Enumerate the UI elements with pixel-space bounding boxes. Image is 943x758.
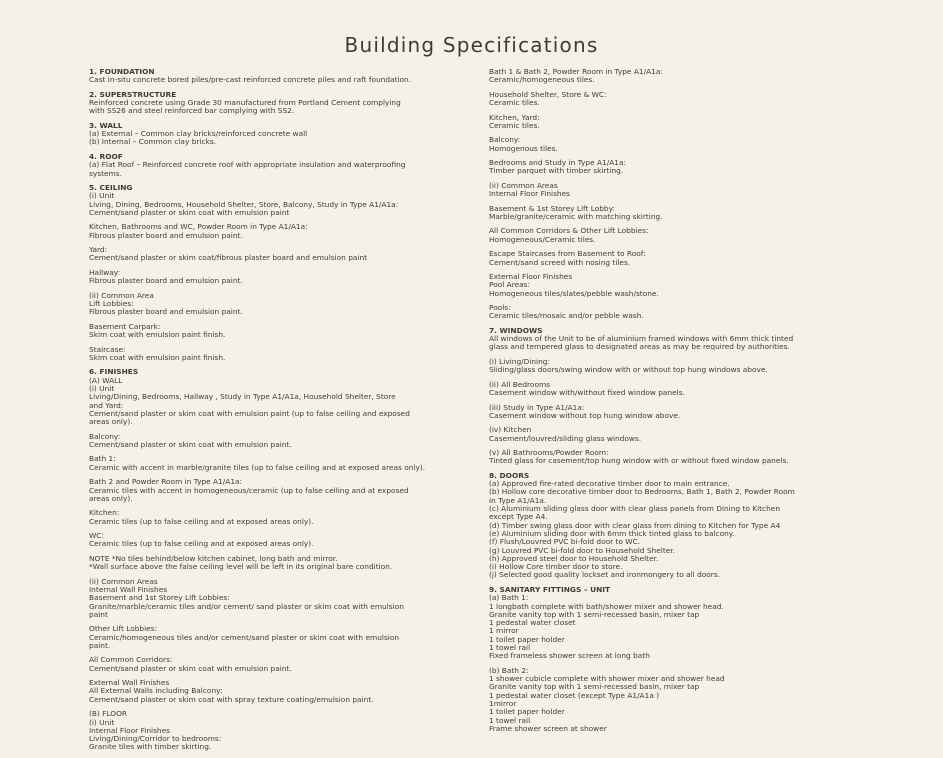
- spec-line: Homogeneous/Ceramic tiles.: [489, 234, 596, 244]
- spec-block: [489, 91, 864, 108]
- section-heading: 6. FINISHES: [89, 367, 139, 377]
- section-heading: 8. DOORS: [489, 470, 530, 480]
- spec-block: [89, 433, 465, 450]
- spec-line: All windows of the Unit to be of aluminium framed windows with 6mm thick tinted: [489, 334, 794, 344]
- spec-line: Bath 1 & Bath 2, Powder Room in Type A1/A1a:: [489, 67, 663, 76]
- spec-line: 1 mirror: [489, 626, 519, 636]
- spec-line: Sliding/glass doors/swing window with or without top hung windows above.: [489, 365, 768, 375]
- spec-line: Internal Floor Finishes: [489, 189, 571, 199]
- spec-block: [89, 292, 465, 317]
- section-heading: 9. SANITARY FITTINGS – UNIT: [489, 584, 611, 594]
- spec-line: Pool Areas:: [489, 280, 530, 290]
- spec-line: except Type A4.: [489, 512, 548, 522]
- spec-line: Kitchen, Yard:: [489, 112, 540, 122]
- spec-line: Ceramic tiles/mosaic and/or pebble wash.: [489, 311, 644, 321]
- spec-line: (j) Selected good quality lockset and ironmongery to all doors.: [489, 570, 721, 580]
- spec-block: [489, 667, 864, 733]
- spec-block: [489, 205, 864, 222]
- spec-line: Ceramic tiles with accent in homogeneous/ceramic (up to false ceiling and at exposed: [89, 485, 409, 495]
- spec-block: [89, 246, 465, 263]
- spec-line: in Type A1/A1a.: [489, 495, 547, 505]
- spec-block: [89, 368, 465, 426]
- spec-line: Casement window without top hung window above.: [489, 410, 681, 420]
- spec-line: *Wall surface above the false ceiling level will be left in its original bare condition.: [89, 562, 393, 572]
- spec-line: Balcony:: [89, 431, 121, 441]
- spec-line: Homogenous tiles.: [489, 143, 558, 153]
- spec-line: Ceramic/homogeneous tiles and/or cement/sand plaster or skim coat with emulsion: [89, 632, 400, 642]
- section-heading: 3. WALL: [89, 120, 123, 130]
- spec-line: (i) Hollow Core timber door to store.: [489, 562, 623, 572]
- spec-line: (A) WALL: [89, 375, 123, 385]
- spec-line: (f) Flush/Louvred PVC bi-fold door to WC.: [489, 537, 641, 547]
- spec-line: (ii) Common Areas: [489, 180, 558, 190]
- spec-block: [89, 223, 465, 240]
- spec-block: [89, 532, 465, 549]
- spec-line: 1 towel rail: [489, 643, 531, 652]
- spec-line: Living, Dining, Bedrooms, Household Shelter, Store, Balcony, Study in Type A1/A1a:: [89, 199, 399, 209]
- spec-block: [489, 586, 864, 661]
- spec-block: [89, 555, 465, 572]
- spec-line: 1 towel rail: [489, 715, 531, 725]
- spec-line: Cement/sand plaster or skim coat with emulsion paint.: [89, 663, 292, 673]
- page-title: Building Specifications: [344, 33, 599, 57]
- spec-line: Basement & 1st Storey Lift Lobby:: [489, 203, 615, 213]
- spec-line: Cement/sand plaster or skim coat with emulsion paint (up to false ceiling and exposed: [89, 408, 410, 418]
- spec-line: (a) Flat Roof – Reinforced concrete roof with appropriate insulation and waterproofing: [89, 160, 406, 170]
- spec-line: Skim coat with emulsion paint finish.: [89, 352, 226, 362]
- spec-block: [489, 159, 864, 176]
- spec-line: Ceramic/homogeneous tiles.: [489, 75, 595, 85]
- spec-block: [489, 381, 864, 398]
- spec-line: Household Shelter, Store & WC:: [489, 89, 607, 99]
- spec-line: Bath 1:: [89, 454, 116, 464]
- spec-line: systems.: [89, 168, 122, 178]
- left-column: [89, 68, 465, 758]
- spec-block: [89, 509, 465, 526]
- spec-line: (ii) All Bedrooms: [489, 379, 551, 389]
- spec-line: Cement/sand plaster or skim coat with spray texture coating/emulsion paint.: [89, 694, 374, 704]
- spec-line: paint: [89, 609, 108, 619]
- spec-line: Kitchen, Bathrooms and WC, Powder Room in Type A1/A1a:: [89, 222, 308, 232]
- spec-line: Timber parquet with timber skirting.: [489, 166, 624, 176]
- section-heading: 1. FOUNDATION: [89, 67, 155, 76]
- spec-line: (i) Unit: [89, 383, 115, 393]
- spec-block: [489, 404, 864, 421]
- spec-line: Pools:: [489, 303, 511, 313]
- spec-line: (b) Hollow core decorative timber door to Bedrooms, Bath 1, Bath 2, Powder Room: [489, 487, 795, 497]
- spec-line: All Common Corridors:: [89, 655, 173, 665]
- spec-line: (g) Louvred PVC bi-fold door to Household Shelter.: [489, 545, 675, 555]
- spec-block: [89, 656, 465, 673]
- spec-line: Granite tiles with timber skirting.: [89, 742, 212, 752]
- spec-line: Ceramic with accent in marble/granite tiles (up to false ceiling and at exposed areas only).: [89, 462, 426, 472]
- spec-line: 1 toilet paper holder: [489, 634, 565, 644]
- spec-line: WC:: [89, 531, 104, 541]
- spec-line: (c) Aluminium sliding glass door with clear glass panels from Dining to Kitchen: [489, 504, 781, 514]
- spec-block: [89, 68, 465, 85]
- spec-line: Fibrous plaster board and emulsion paint.: [89, 230, 243, 240]
- spec-line: Escape Staircases from Basement to Roof:: [489, 249, 646, 259]
- spec-block: [489, 250, 864, 267]
- spec-block: [89, 184, 465, 217]
- spec-line: Granite vanity top with 1 semi-recessed basin, mixer tap: [489, 609, 700, 619]
- spec-block: [89, 346, 465, 363]
- spec-block: [489, 68, 864, 85]
- spec-line: Cement/sand plaster or skim coat with emulsion paint: [89, 207, 290, 217]
- spec-line: Balcony:: [489, 135, 521, 145]
- spec-block: [89, 269, 465, 286]
- spec-line: Granite vanity top with 1 semi-recessed basin, mixer tap: [489, 682, 700, 692]
- spec-line: Skim coat with emulsion paint finish.: [89, 330, 226, 340]
- spec-line: Living/Dining, Bedrooms, Hallway , Study in Type A1/A1a, Household Shelter, Store: [89, 392, 396, 402]
- spec-block: [489, 327, 864, 352]
- spec-line: All External Walls including Balcony:: [89, 686, 223, 696]
- spec-line: (d) Timber swing glass door with clear glass from dining to Kitchen for Type A4: [489, 520, 781, 530]
- spec-block: [489, 472, 864, 580]
- spec-line: (iv) Kitchen: [489, 425, 532, 435]
- spec-line: Staircase:: [89, 344, 126, 354]
- spec-block: [489, 449, 864, 466]
- section-heading: 2. SUPERSTRUCTURE: [89, 89, 177, 99]
- spec-block: [89, 153, 465, 178]
- spec-line: (iii) Study in Type A1/A1a:: [489, 402, 585, 412]
- spec-block: [489, 182, 864, 199]
- spec-block: [89, 679, 465, 704]
- spec-line: (i) Unit: [89, 191, 115, 201]
- spec-line: areas only).: [89, 493, 133, 503]
- spec-block: [89, 323, 465, 340]
- spec-line: Cement/sand plaster or skim coat/fibrous plaster board and emulsion paint: [89, 253, 368, 263]
- spec-line: with SS26 and steel reinforced bar complying with SS2.: [89, 106, 295, 116]
- spec-line: (b) Bath 2:: [489, 665, 529, 675]
- spec-line: glass and tempered glass to designated areas as may be required by authorities.: [489, 342, 790, 352]
- spec-line: Marble/granite/ceramic with matching skirting.: [489, 211, 663, 221]
- section-heading: 4. ROOF: [89, 151, 123, 161]
- spec-line: Reinforced concrete using Grade 30 manufactured from Portland Cement complying: [89, 98, 401, 108]
- spec-block: [89, 625, 465, 650]
- spec-block: [89, 91, 465, 116]
- spec-line: Cement/sand screed with nosing tiles.: [489, 257, 631, 267]
- spec-line: Cast in-situ concrete bored piles/pre-cast reinforced concrete piles and raft foundation.: [89, 75, 412, 85]
- spec-line: External Wall Finishes: [89, 678, 170, 688]
- spec-block: [489, 304, 864, 321]
- spec-line: Tinted glass for casement/top hung window with or without fixed window panels.: [489, 456, 789, 466]
- spec-block: [489, 358, 864, 375]
- spec-line: Living/Dining/Corridor to bedrooms:: [89, 734, 222, 744]
- spec-line: (h) Approved steel door to Household Shelter.: [489, 553, 659, 563]
- spec-line: Ceramic tiles (up to false ceiling and at exposed areas only).: [89, 539, 314, 549]
- spec-line: Bedrooms and Study in Type A1/A1a:: [489, 158, 627, 168]
- spec-line: Fibrous plaster board and emulsion paint.: [89, 276, 243, 286]
- spec-line: 1mirror: [489, 698, 517, 708]
- spec-block: [489, 273, 864, 298]
- spec-line: Other Lift Lobbies:: [89, 624, 158, 634]
- spec-line: Basement and 1st Storey Lift Lobbies:: [89, 593, 230, 603]
- spec-line: and Yard:: [89, 400, 124, 410]
- spec-line: (a) Bath 1:: [489, 593, 529, 603]
- spec-line: 1 pedestal water closet: [489, 618, 576, 628]
- spec-line: Fibrous plaster board and emulsion paint.: [89, 307, 243, 317]
- spec-line: Lift Lobbies:: [89, 299, 134, 309]
- spec-line: Internal Wall Finishes: [89, 584, 168, 594]
- spec-line: (ii) Common Area: [89, 290, 154, 300]
- spec-block: [489, 114, 864, 131]
- spec-line: (B) FLOOR: [89, 709, 128, 719]
- spec-line: 1 toilet paper holder: [489, 707, 565, 717]
- spec-line: Hallway:: [89, 267, 121, 277]
- spec-line: (a) Approved fire-rated decorative timber door to main entrance.: [489, 479, 730, 489]
- spec-line: Ceramic tiles (up to false ceiling and at exposed areas only).: [89, 516, 314, 526]
- spec-line: areas only).: [89, 417, 133, 427]
- spec-line: External Floor Finishes: [489, 272, 573, 282]
- spec-line: (ii) Common Areas: [89, 576, 158, 586]
- spec-block: [89, 122, 465, 147]
- section-heading: 5. CEILING: [89, 183, 133, 193]
- spec-line: Frame shower screen at shower: [489, 723, 607, 733]
- spec-block: [489, 227, 864, 244]
- spec-line: Kitchen:: [89, 508, 120, 518]
- spec-line: (b) Internal – Common clay bricks.: [89, 137, 217, 147]
- spec-line: Homogeneous tiles/slates/pebble wash/stone.: [489, 288, 659, 298]
- spec-line: Fixed frameless shower screen at long bath: [489, 651, 650, 661]
- spec-block: [489, 426, 864, 443]
- spec-line: Ceramic tiles.: [489, 120, 540, 130]
- spec-line: Granite/marble/ceramic tiles and/or cement/ sand plaster or skim coat with emulsion: [89, 601, 404, 611]
- spec-line: Basement Carpark:: [89, 321, 161, 331]
- right-column: [489, 68, 864, 739]
- spec-line: (e) Aluminium sliding door with 6mm thick tinted glass to balcony.: [489, 528, 735, 538]
- spec-line: Casement window with/without fixed window panels.: [489, 388, 685, 398]
- spec-line: (i) Unit: [89, 717, 115, 727]
- spec-line: Casement/louvred/sliding glass windows.: [489, 433, 642, 443]
- spec-line: (i) Living/Dining:: [489, 356, 550, 366]
- spec-block: [89, 578, 465, 619]
- spec-line: Yard:: [89, 245, 108, 255]
- spec-block: [89, 455, 465, 472]
- spec-line: Bath 2 and Powder Room in Type A1/A1a:: [89, 477, 243, 487]
- spec-line: Cement/sand plaster or skim coat with emulsion paint.: [89, 439, 292, 449]
- spec-line: All Common Corridors & Other Lift Lobbies:: [489, 226, 649, 236]
- spec-line: paint.: [89, 640, 111, 650]
- spec-line: 1 shower cubicle complete with shower mixer and shower head: [489, 674, 725, 684]
- section-heading: 7. WINDOWS: [489, 325, 543, 335]
- spec-block: [89, 710, 465, 751]
- spec-line: NOTE *No tiles behind/below kitchen cabinet, long bath and mirror.: [89, 553, 338, 563]
- spec-block: [89, 478, 465, 503]
- spec-line: Ceramic tiles.: [489, 98, 540, 108]
- spec-line: (v) All Bathrooms/Powder Room:: [489, 448, 609, 458]
- spec-line: 1 longbath complete with bath/shower mixer and shower head.: [489, 601, 724, 611]
- spec-line: (a) External – Common clay bricks/reinforced concrete wall: [89, 129, 308, 139]
- spec-line: 1 pedestal water closet (except Type A1/A1a ): [489, 690, 660, 700]
- spec-line: Internal Floor Finishes: [89, 725, 171, 735]
- spec-block: [489, 136, 864, 153]
